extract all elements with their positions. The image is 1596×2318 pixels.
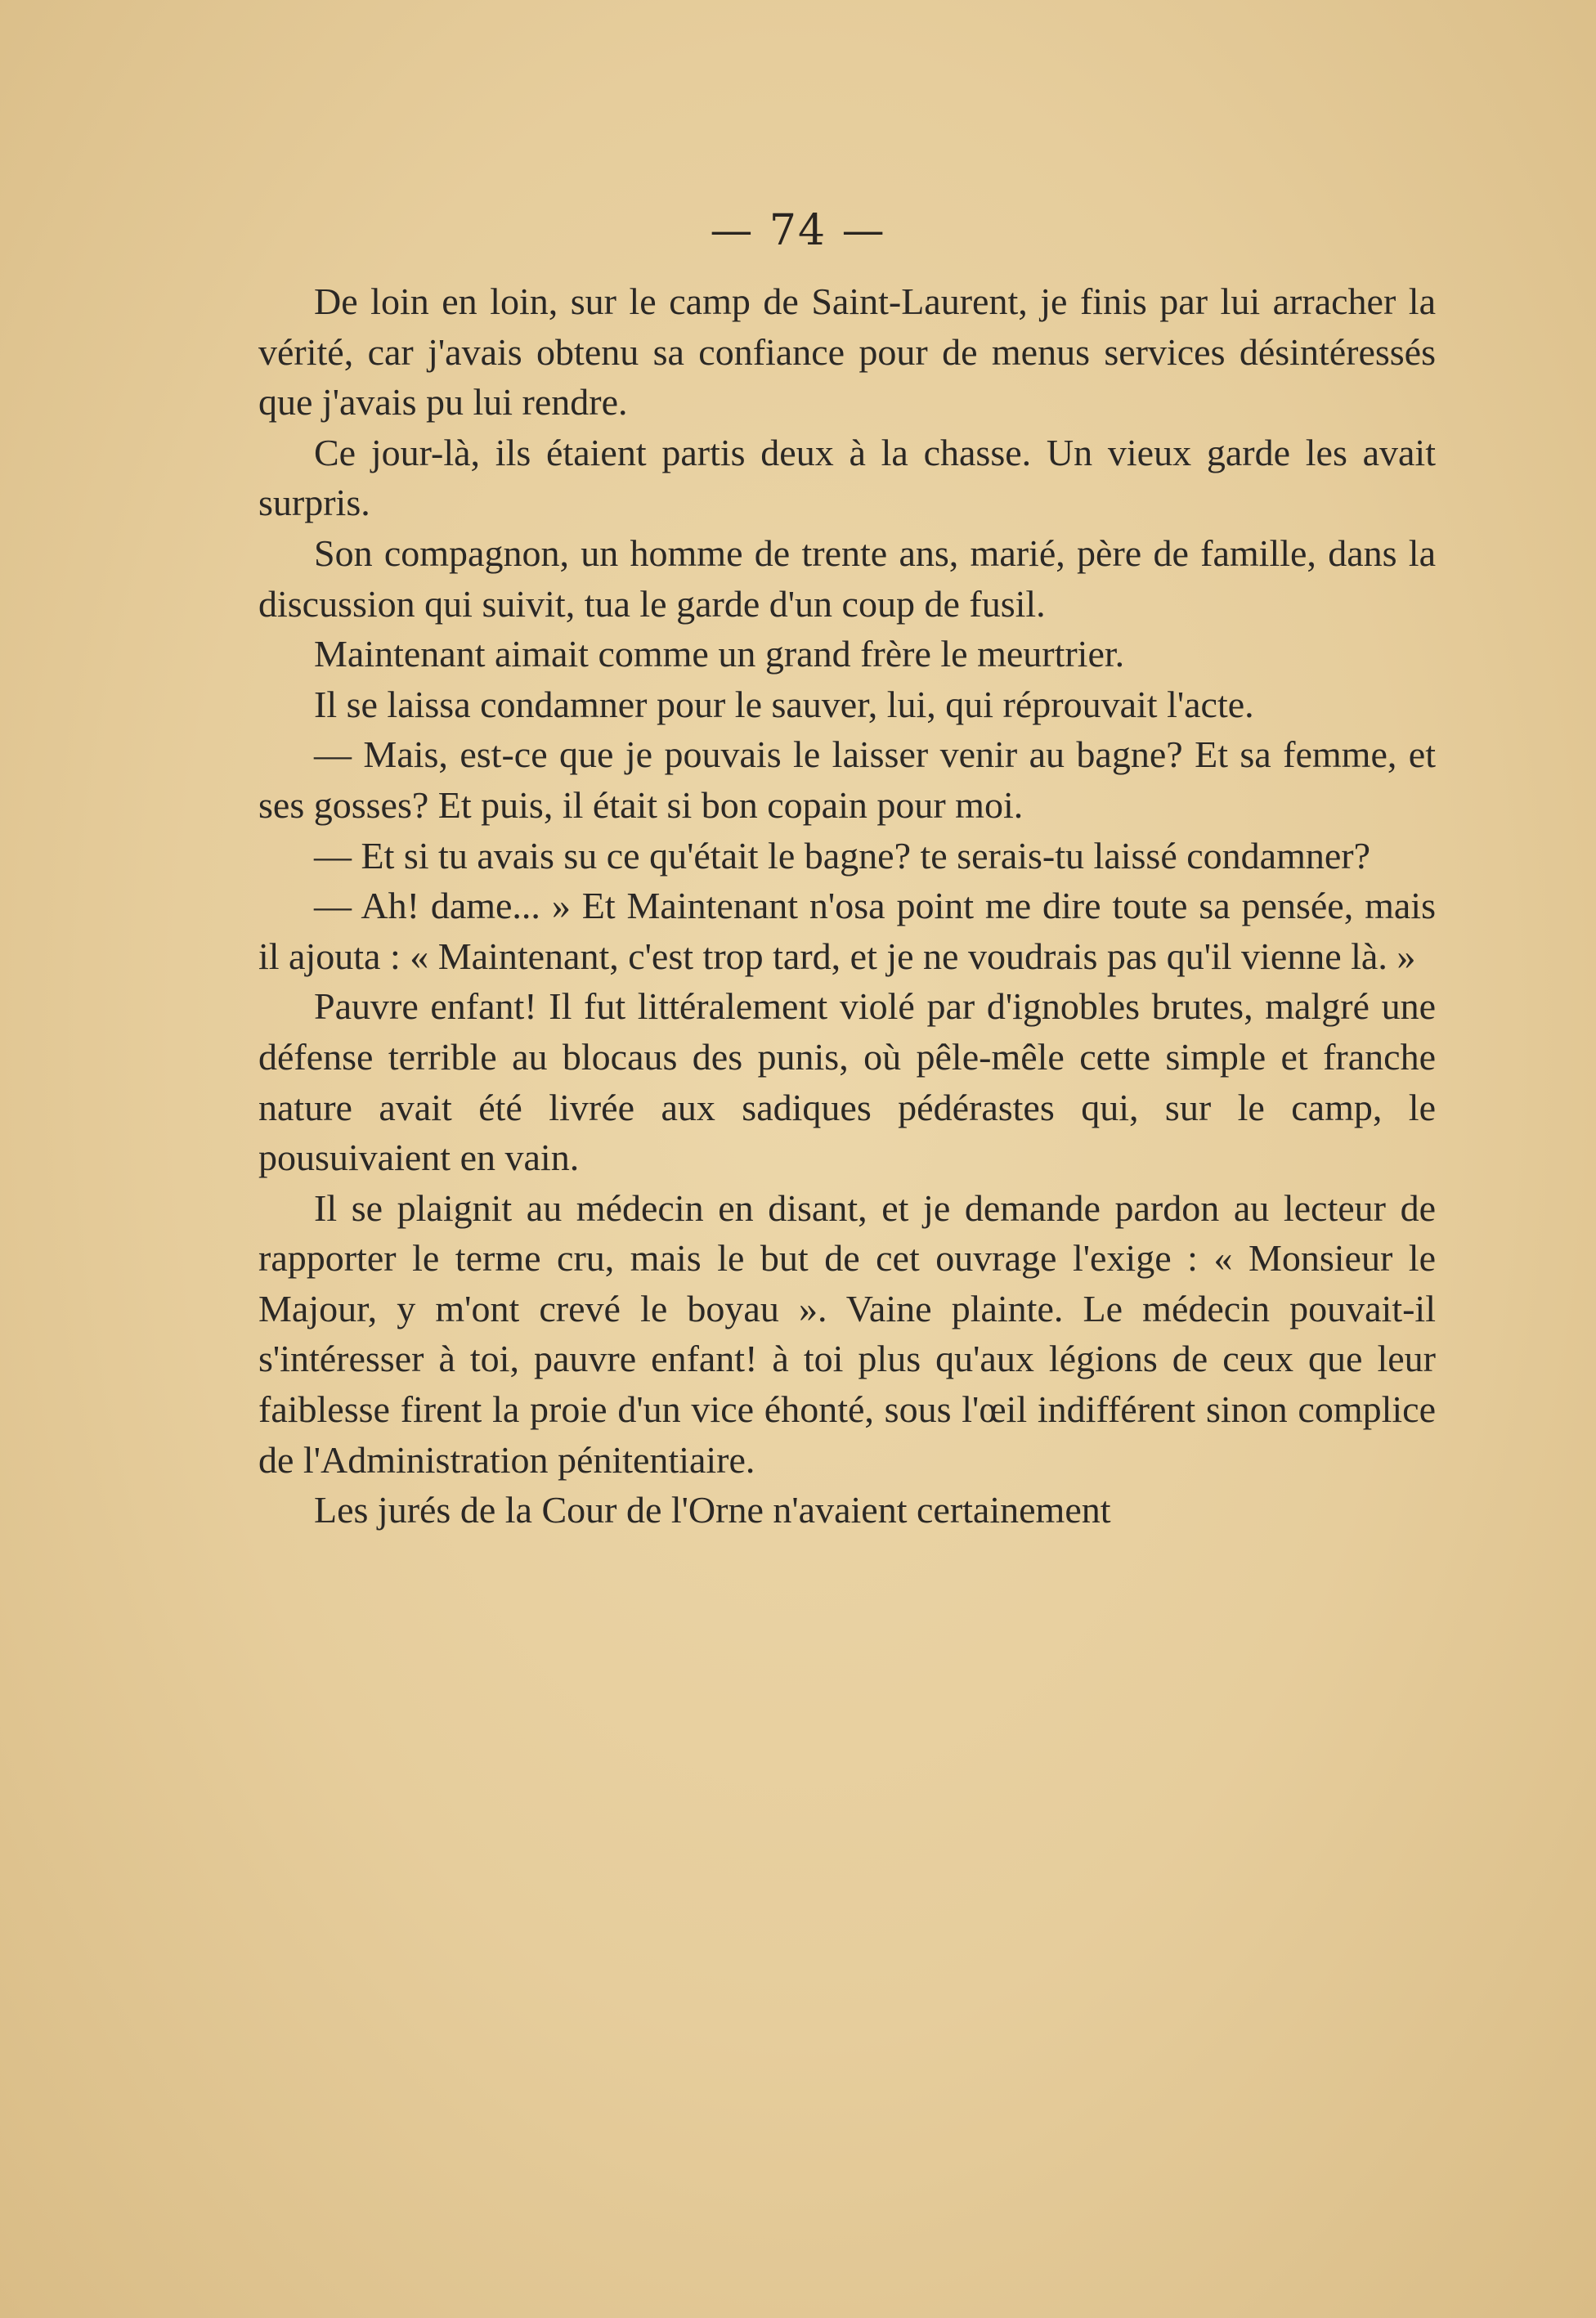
paragraph: Il se plaignit au médecin en disant, et je demande pardon au lecteur de rapporter le terme cru, mais le but de cet ouvrage l'exige : « Monsieur le Majour, y m'ont crevé le boyau ». Vaine plainte. Le médecin pouvait-il s'intéresser à toi, pauvre enfant! à toi plus qu'aux légions de ceux que leur faiblesse firent la proie d'un vice éhonté, sous l'œil indifférent sinon complice de l'Administration pénitentiaire. <box>258 1186 1436 1481</box>
dialogue-paragraph: — Et si tu avais su ce qu'était le bagne? te serais-tu laissé condamner? <box>314 834 1370 877</box>
body-text <box>258 276 1436 1536</box>
paragraph: Les jurés de la Cour de l'Orne n'avaient certainement <box>314 1489 1111 1531</box>
paragraph: Son compagnon, un homme de trente ans, marié, père de famille, dans la discussion qui suivit, tua le garde d'un coup de fusil. <box>258 531 1436 625</box>
page-number: — 74 — <box>710 206 886 255</box>
paragraph: Maintenant aimait comme un grand frère le meurtrier. <box>314 633 1125 675</box>
paragraph: De loin en loin, sur le camp de Saint-Laurent, je finis par lui arracher la vérité, car j'avais obtenu sa confiance pour de menus services désintéressés que j'avais pu lui rendre. <box>258 280 1436 424</box>
paragraph: Il se laissa condamner pour le sauver, lui, qui réprouvait l'acte. <box>314 683 1254 725</box>
dialogue-paragraph: — Ah! dame... » Et Maintenant n'osa point me dire toute sa pensée, mais il ajouta : « Maintenant, c'est trop tard, et je ne voudrais pas qu'il vienne là. » <box>258 885 1436 977</box>
paragraph: Ce jour-là, ils étaient partis deux à la chasse. Un vieux garde les avait surpris. <box>258 431 1436 524</box>
paragraph: Pauvre enfant! Il fut littéralement violé par d'ignobles brutes, malgré une défense terrible au blocaus des punis, où pêle-mêle cette simple et franche nature avait été livrée aux sadiques pédérastes qui, sur le camp, le pousuivaient en vain. <box>258 985 1436 1179</box>
dialogue-paragraph: — Mais, est-ce que je pouvais le laisser venir au bagne? Et sa femme, et ses gosses? Et puis, il était si bon copain pour moi. <box>258 733 1436 826</box>
